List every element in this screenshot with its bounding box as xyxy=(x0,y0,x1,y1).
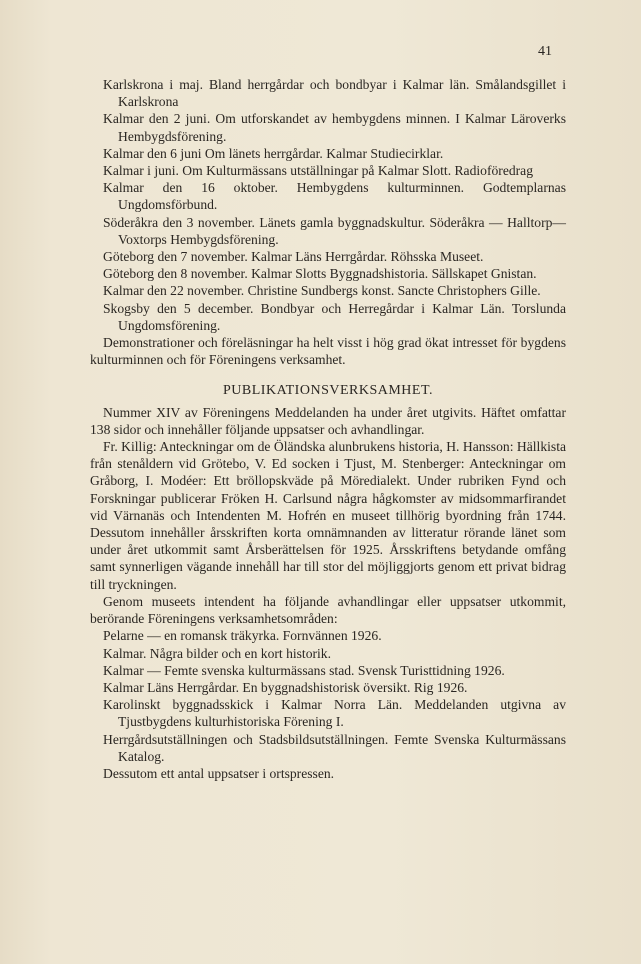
publication-entry: Kalmar. Några bilder och en kort historik. xyxy=(103,645,332,661)
publication-entry: Herrgårdsutställningen och Stadsbildsutställningen. Femte Svenska Kulturmässans Katalog. xyxy=(103,731,566,764)
lecture-entry: Skogsby den 5 december. Bondbyar och Herregårdar i Kalmar Län. Torslunda Ungdomsförening. xyxy=(103,300,566,333)
publication-paragraph: Fr. Killig: Anteckningar om de Öländska alunbrukens historia, H. Hansson: Hällkista från stenåldern vid Grötebo, V. Ed socken i Tjust, M. Stenberger: Anteckningar om Gråborg, I. Modéer: Ett bröllopskväde på Möredialekt. Under rubriken Fynd och Forskningar publicerar Fröken H. Carlsund några hågkomster av midsommarfirandet vid Värnanäs och Intendenten M. Hofrén en museet tillhörig byordning från 1744. Dessutom innehåller årsskriften korta omnämnanden av litteratur rörande länet som under året utkommit samt Årsberättelsen för 1925. Årsskriftens betydande omfång samt synnerligen vägande innehåll har till stor del möjliggjorts genom ett privat bidrag till tryckningen. xyxy=(90,439,566,592)
section-heading: PUBLIKATIONSVERKSAMHET. xyxy=(223,383,433,399)
publication-entry: Pelarne — en romansk träkyrka. Fornvännen 1926. xyxy=(103,628,382,644)
publication-paragraph: Genom museets intendent ha följande avhandlingar eller uppsatser utkommit, berörande Föreningens verksamhetsområden: xyxy=(90,593,566,627)
publication-paragraph: Nummer XIV av Föreningens Meddelanden ha under året utgivits. Häftet omfattar 138 sidor och innehåller följande uppsatser och avhandlingar. xyxy=(90,404,566,437)
lecture-entry: Kalmar den 22 november. Christine Sundbergs konst. Sancte Christophers Gille. xyxy=(103,283,541,299)
lecture-list xyxy=(90,76,566,334)
lecture-entry: Göteborg den 8 november. Kalmar Slotts Byggnadshistoria. Sällskapet Gnistan. xyxy=(103,266,537,282)
publication-entry: Karolinskt byggnadsskick i Kalmar Norra Län. Meddelanden utgivna av Tjustbygdens kulturhistoriska Förening I. xyxy=(103,697,566,730)
lecture-entry: Söderåkra den 3 november. Länets gamla byggnadskultur. Söderåkra — Halltorp—Voxtorps Hembygdsförening. xyxy=(103,214,566,247)
publication-entry: Kalmar — Femte svenska kulturmässans stad. Svensk Turisttidning 1926. xyxy=(103,662,505,678)
lecture-entry: Göteborg den 7 november. Kalmar Läns Herrgårdar. Röhsska Museet. xyxy=(103,249,484,265)
page-number: 41 xyxy=(538,44,552,59)
lecture-entry: Kalmar den 6 juni Om länets herrgårdar. Kalmar Studiecirklar. xyxy=(103,145,444,161)
lecture-entry: Kalmar den 2 juni. Om utforskandet av hembygdens minnen. I Kalmar Läroverks Hembygdsförening. xyxy=(103,111,566,144)
lecture-entry: Kalmar i juni. Om Kulturmässans utställningar på Kalmar Slott. Radioföredrag xyxy=(103,163,534,179)
publication-list xyxy=(90,627,566,782)
page-body xyxy=(90,76,566,782)
demonstrations-paragraph: Demonstrationer och föreläsningar ha helt visst i hög grad ökat intresset för bygdens kulturminnen och för Föreningens verksamhet. xyxy=(90,335,566,368)
lecture-entry: Kalmar den 16 oktober. Hembygdens kulturminnen. Godtemplarnas Ungdomsförbund. xyxy=(103,180,566,213)
publication-entry: Dessutom ett antal uppsatser i ortspressen. xyxy=(103,765,335,781)
publication-entry: Kalmar Läns Herrgårdar. En byggnadshistorisk översikt. Rig 1926. xyxy=(103,679,468,695)
lecture-entry: Karlskrona i maj. Bland herrgårdar och bondbyar i Kalmar län. Smålandsgillet i Karlskrona xyxy=(103,77,566,110)
